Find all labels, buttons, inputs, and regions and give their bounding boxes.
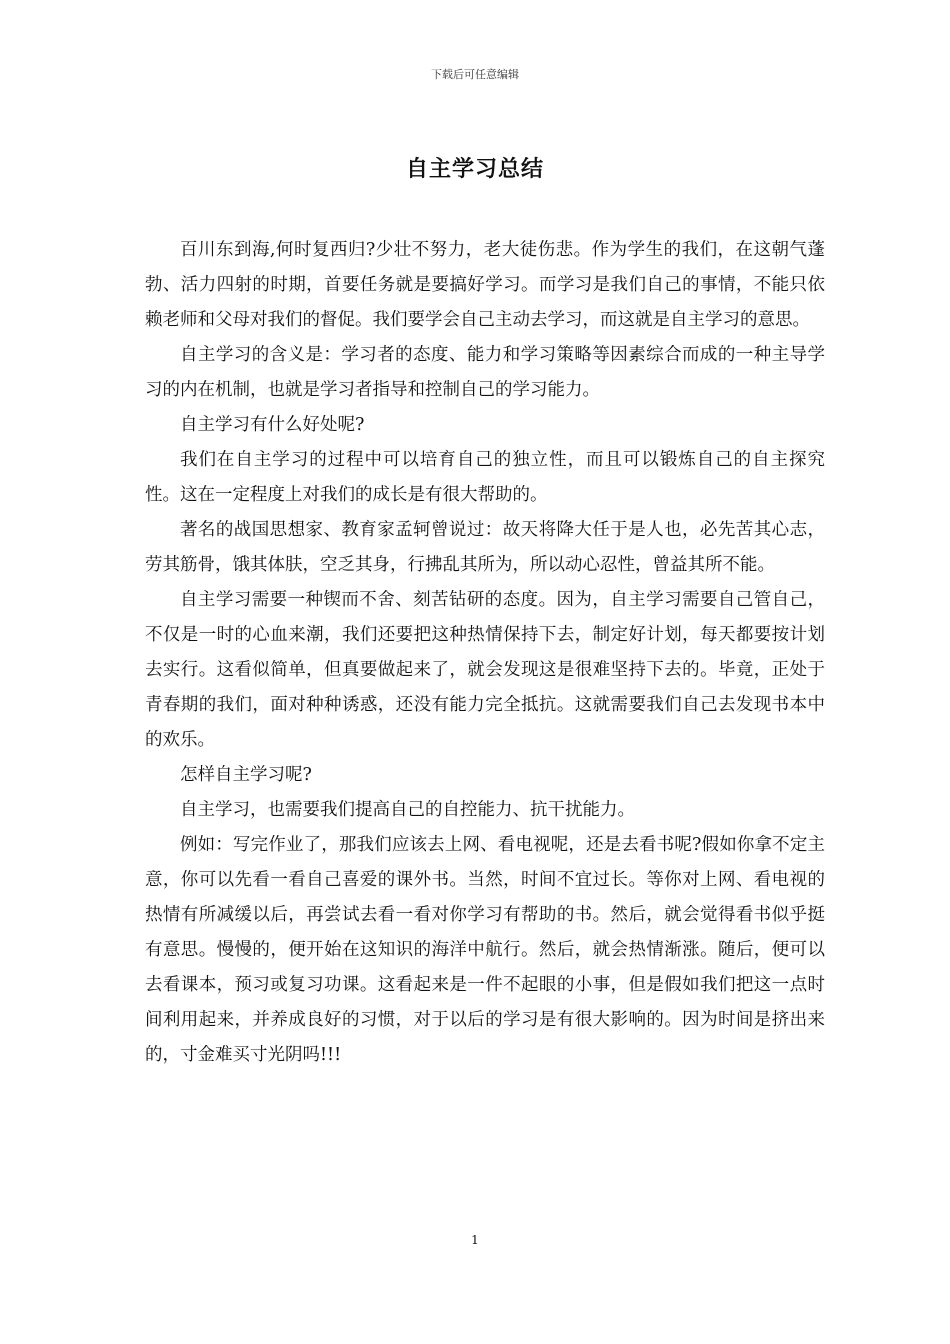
document-title: 自主学习总结	[405, 157, 544, 182]
document-body	[145, 233, 825, 1073]
paragraph-quote: 著名的战国思想家、教育家孟轲曾说过：故天将降大任于是人也，必先苦其心志，劳其筋骨，饿其体肤，空乏其身，行拂乱其所为，所以动心忍性，曾益其所不能。	[145, 520, 825, 575]
paragraph-definition: 自主学习的含义是：学习者的态度、能力和学习策略等因素综合而成的一种主导学习的内在机制，也就是学习者指导和控制自己的学习能力。	[145, 345, 825, 400]
paragraph-benefits: 我们在自主学习的过程中可以培育自己的独立性，而且可以锻炼自己的自主探究性。这在一定程度上对我们的成长是有很大帮助的。	[145, 450, 825, 505]
paragraph-intro: 百川东到海,何时复西归?少壮不努力，老大徒伤悲。作为学生的我们，在这朝气蓬勃、活力四射的时期，首要任务就是要搞好学习。而学习是我们自己的事情，不能只依赖老师和父母对我们的督促。我们要学会自己主动去学习，而这就是自主学习的意思。	[145, 240, 825, 330]
paragraph-question-benefits: 自主学习有什么好处呢?	[180, 415, 365, 435]
paragraph-example: 例如：写完作业了，那我们应该去上网、看电视呢，还是去看书呢?假如你拿不定主意，你可以先看一看自己喜爱的课外书。当然，时间不宜过长。等你对上网、看电视的热情有所减缓以后，再尝试去看一看对你学习有帮助的书。然后，就会觉得看书似乎挺有意思。慢慢的，便开始在这知识的海洋中航行。然后，就会热情渐涨。随后，便可以去看课本，预习或复习功课。这看起来是一件不起眼的小事，但是假如我们把这一点时间利用起来，并养成良好的习惯，对于以后的学习是有很大影响的。因为时间是挤出来的，寸金难买寸光阴吗!!!	[145, 835, 825, 1065]
paragraph-attitude: 自主学习需要一种锲而不舍、刻苦钻研的态度。因为，自主学习需要自己管自己，不仅是一时的心血来潮，我们还要把这种热情保持下去，制定好计划，每天都要按计划去实行。这看似简单，但真要做起来了，就会发现这是很难坚持下去的。毕竟，正处于青春期的我们，面对种种诱惑，还没有能力完全抵抗。这就需要我们自己去发现书本中的欢乐。	[145, 590, 825, 750]
page-number: 1	[471, 1233, 479, 1247]
header-note: 下载后可任意编辑	[431, 68, 519, 81]
paragraph-self-control: 自主学习，也需要我们提高自己的自控能力、抗干扰能力。	[180, 800, 635, 820]
paragraph-question-how: 怎样自主学习呢?	[180, 765, 312, 785]
